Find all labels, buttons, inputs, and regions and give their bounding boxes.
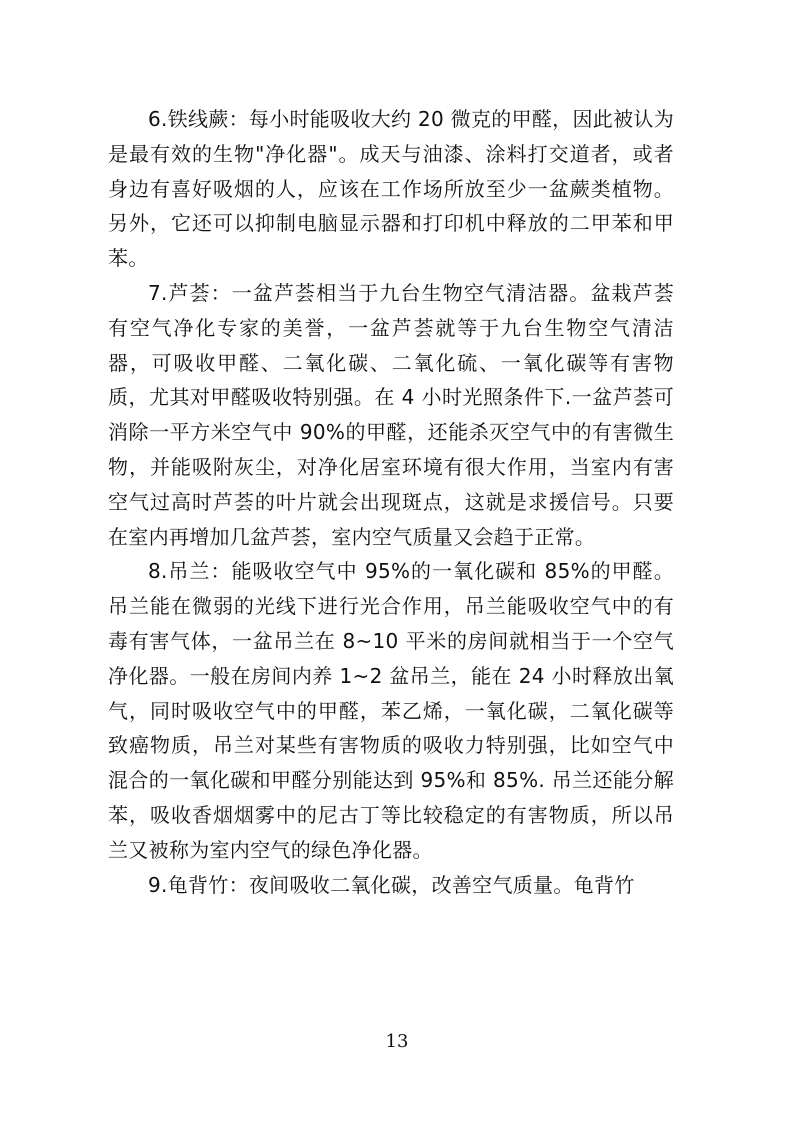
paragraph-monstera: 9.龟背竹：夜间吸收二氧化碳，改善空气质量。龟背竹	[148, 872, 635, 897]
paragraph-spider-plant: 8.吊兰：能吸收空气中 95%的一氧化碳和 85%的甲醛。吊兰能在微弱的光线下进行光合作用，吊兰能吸收空气中的有毒有害气体，一盆吊兰在 8~10 平米的房间就相当于一个空气净化器。一般在房间内养 1~2 盆吊兰，能在 24 小时释放出氧气，同时吸收空气中的甲醛，苯乙烯，一氧化碳，二氧化碳等致癌物质，吊兰对某些有害物质的吸收力特别强，比如空气中混合的一氧化碳和甲醛分别能达到 95%和 85%. 吊兰还能分解苯，吸收香烟烟雾中的尼古丁等比较稳定的有害物质，所以吊兰又被称为室内空气的绿色净化器。	[108, 559, 674, 862]
paragraph-fern: 6.铁线蕨：每小时能吸收大约 20 微克的甲醛，因此被认为是最有效的生物"净化器"。成天与油漆、涂料打交道者，或者身边有喜好吸烟的人，应该在工作场所放至少一盆蕨类植物。另外，它还可以抑制电脑显示器和打印机中释放的二甲苯和甲苯。	[108, 107, 674, 271]
paragraph-aloe: 7.芦荟：一盆芦荟相当于九台生物空气清洁器。盆栽芦荟有空气净化专家的美誉，一盆芦荟就等于九台生物空气清洁器，可吸收甲醛、二氧化碳、二氧化硫、一氧化碳等有害物质，尤其对甲醛吸收特别强。在 4 小时光照条件下.一盆芦荟可消除一平方米空气中 90%的甲醛，还能杀灭空气中的有害微生物，并能吸附灰尘，对净化居室环境有很大作用，当室内有害空气过高时芦荟的叶片就会出现斑点，这就是求援信号。只要在室内再增加几盆芦荟，室内空气质量又会趋于正常。	[108, 280, 674, 549]
body-text	[108, 102, 674, 902]
page-number: 13	[385, 1031, 409, 1052]
